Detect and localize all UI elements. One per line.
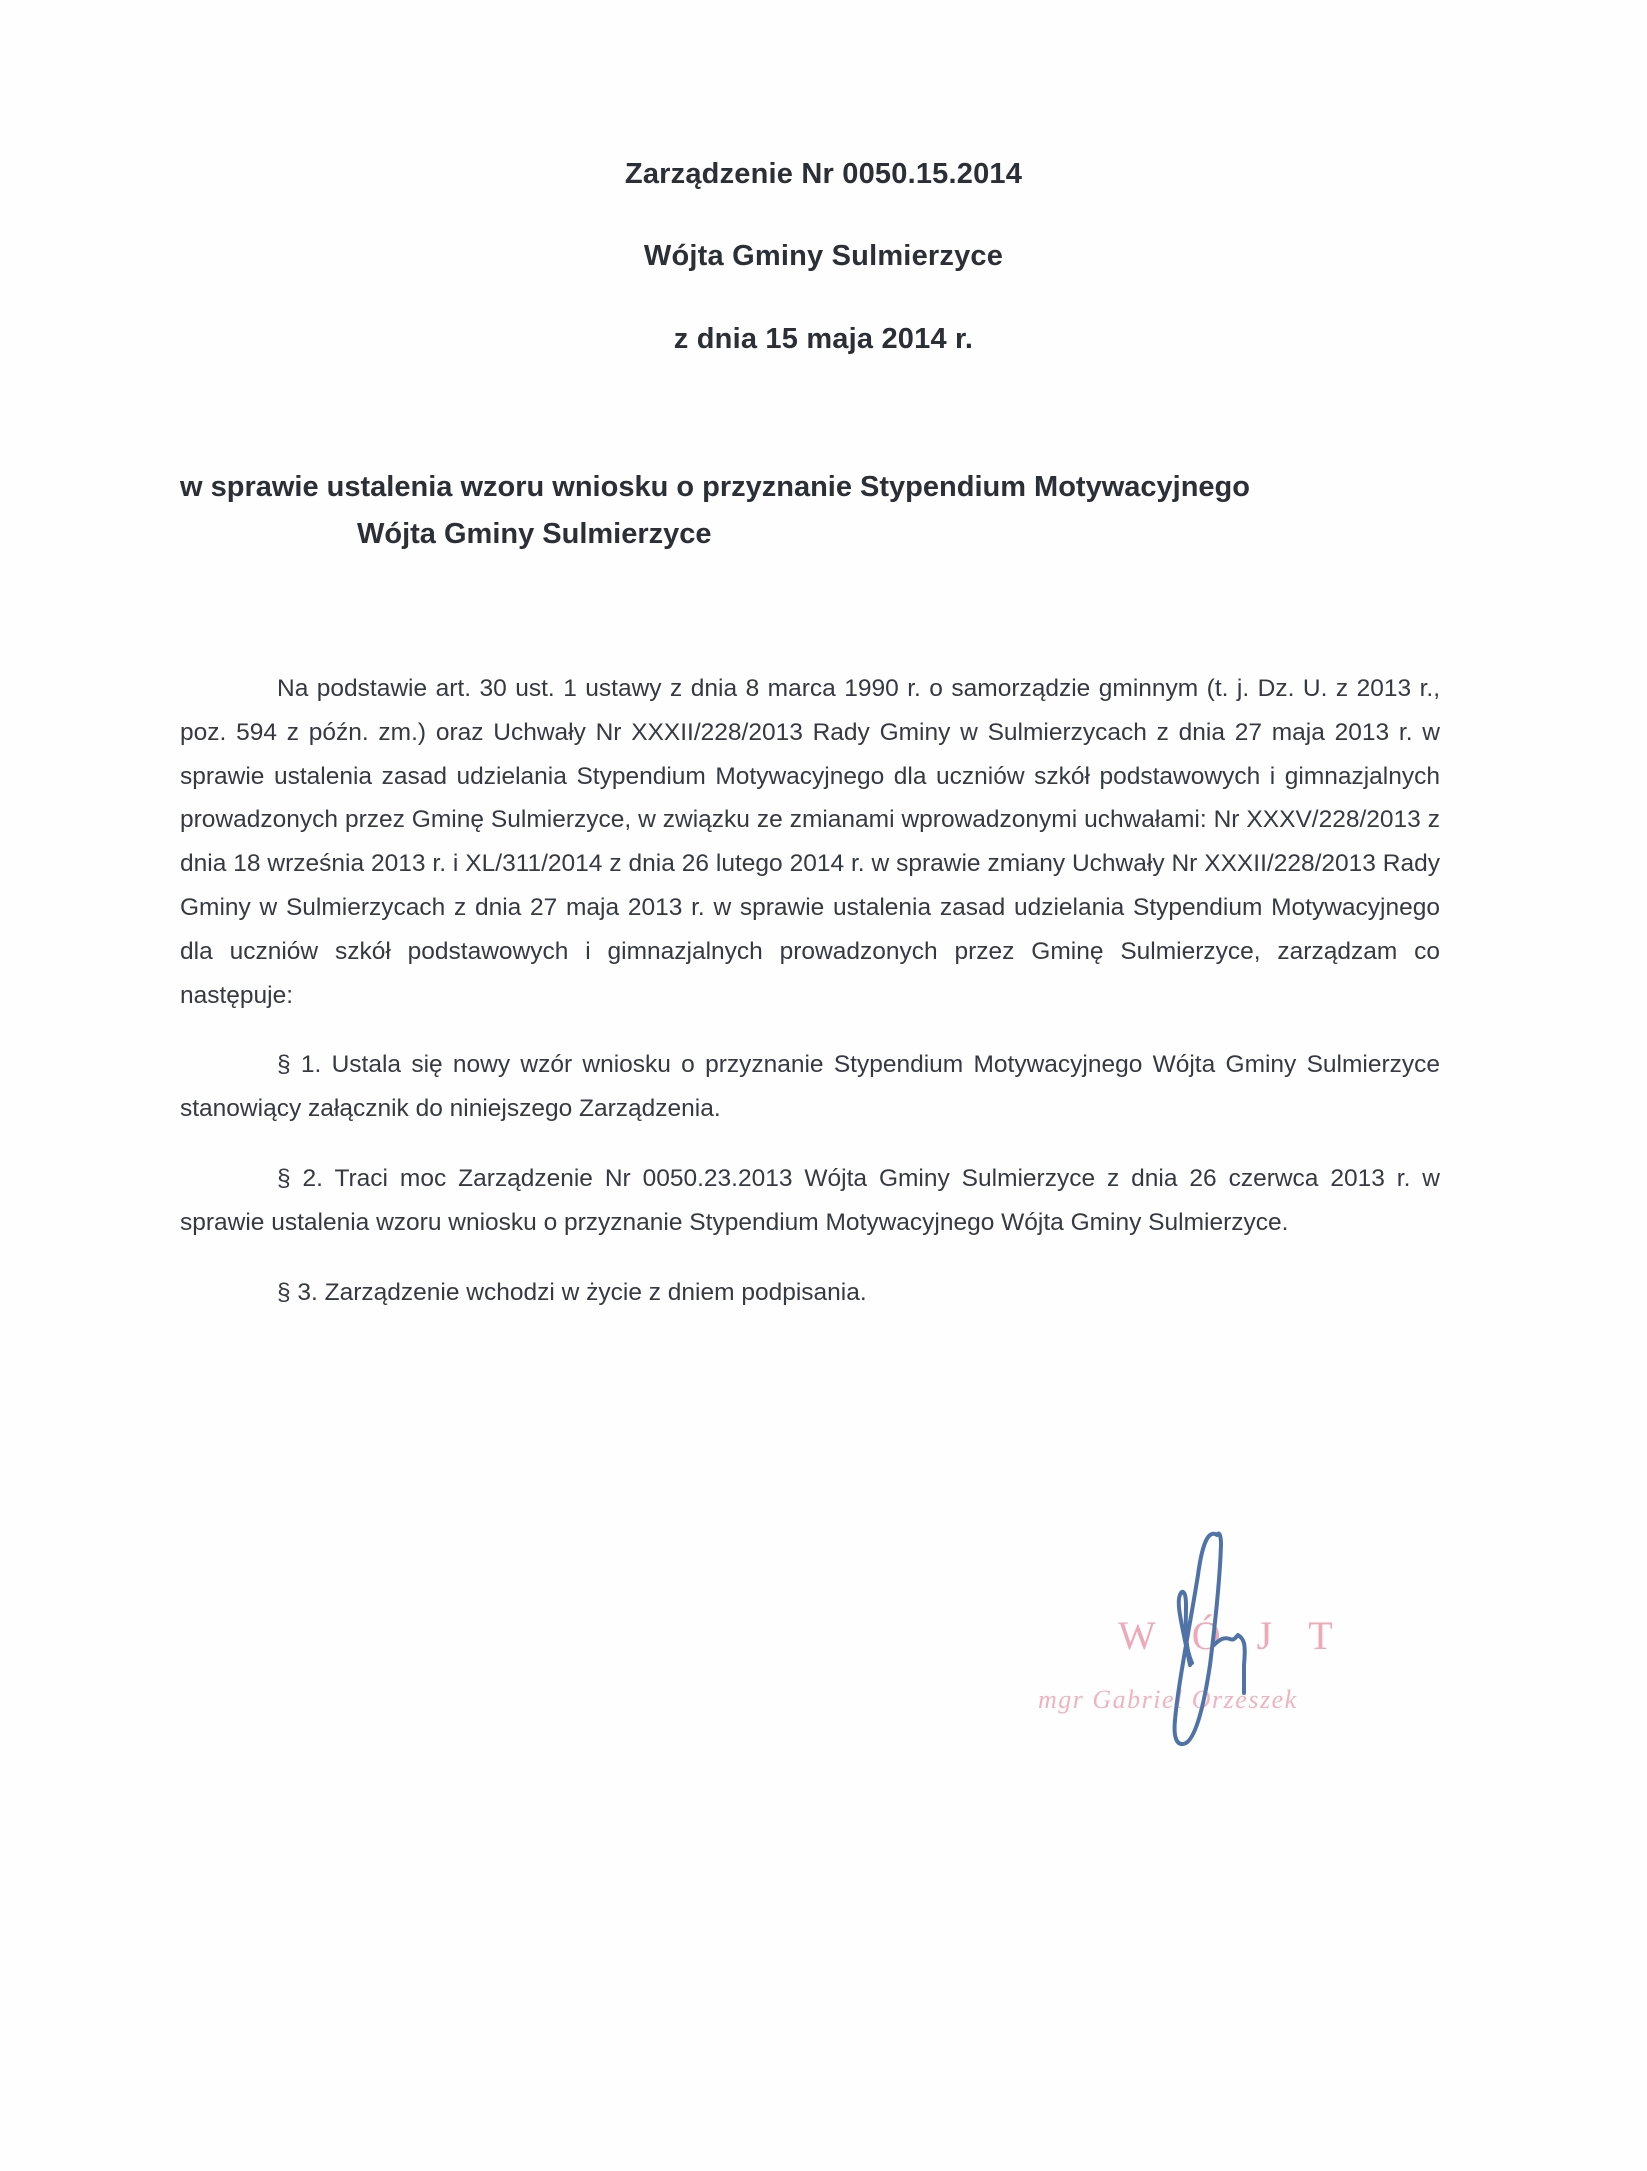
official-stamp-name: mgr Gabriel Orzeszek bbox=[1038, 1685, 1298, 1714]
document-body bbox=[180, 667, 1440, 1340]
section-3-paragraph: § 3. Zarządzenie wchodzi w życie z dniem podpisania. bbox=[277, 1278, 867, 1306]
subject-line-1: w sprawie ustalenia wzoru wniosku o przyznanie Stypendium Motywacyjnego bbox=[180, 471, 1250, 503]
handwritten-signature bbox=[1120, 1515, 1280, 1760]
signature-hook-stroke bbox=[1214, 1635, 1245, 1693]
preamble-paragraph: Na podstawie art. 30 ust. 1 ustawy z dnia 8 marca 1990 r. o samorządzie gminnym (t. j. Dz. U. z 2013 r., poz. 594 z późn. zm.) oraz Uchwały Nr XXXII/228/2013 Rady Gminy w Sulmierzycach z dnia 27 maja 2013 r. w sprawie ustalenia zasad udzielania Stypendium Motywacyjnego dla uczniów szkół podstawowych i gimnazjalnych prowadzonych przez Gminę Sulmierzyce, w związku ze zmianami wprowadzonymi uchwałami: Nr XXXV/228/2013 z dnia 18 września 2013 r. i XL/311/2014 z dnia 26 lutego 2014 r. w sprawie zmiany Uchwały Nr XXXII/228/2013 Rady Gminy w Sulmierzycach z dnia 27 maja 2013 r. w sprawie ustalenia zasad udzielania Stypendium Motywacyjnego dla uczniów szkół podstawowych i gimnazjalnych prowadzonych przez Gminę Sulmierzyce, zarządzam co następuje: bbox=[180, 675, 1440, 1009]
official-stamp-title: WÓJT bbox=[1118, 1613, 1369, 1658]
document-date: z dnia 15 maja 2014 r. bbox=[673, 323, 974, 355]
signature-main-loop bbox=[1175, 1533, 1221, 1744]
section-1-paragraph: § 1. Ustala się nowy wzór wniosku o przyznanie Stypendium Motywacyjnego Wójta Gminy Sulmierzyce stanowiący załącznik do niniejszego Zarządzenia. bbox=[180, 1051, 1440, 1123]
section-2-paragraph: § 2. Traci moc Zarządzenie Nr 0050.23.2013 Wójta Gminy Sulmierzyce z dnia 26 czerwca 2013 r. w sprawie ustalenia wzoru wniosku o przyznanie Stypendium Motywacyjnego Wójta Gminy Sulmierzyce. bbox=[180, 1164, 1440, 1236]
subject-line-2: Wójta Gminy Sulmierzyce bbox=[357, 518, 712, 550]
document-title: Zarządzenie Nr 0050.15.2014 bbox=[624, 158, 1023, 190]
document-issuer: Wójta Gminy Sulmierzyce bbox=[643, 240, 1004, 272]
